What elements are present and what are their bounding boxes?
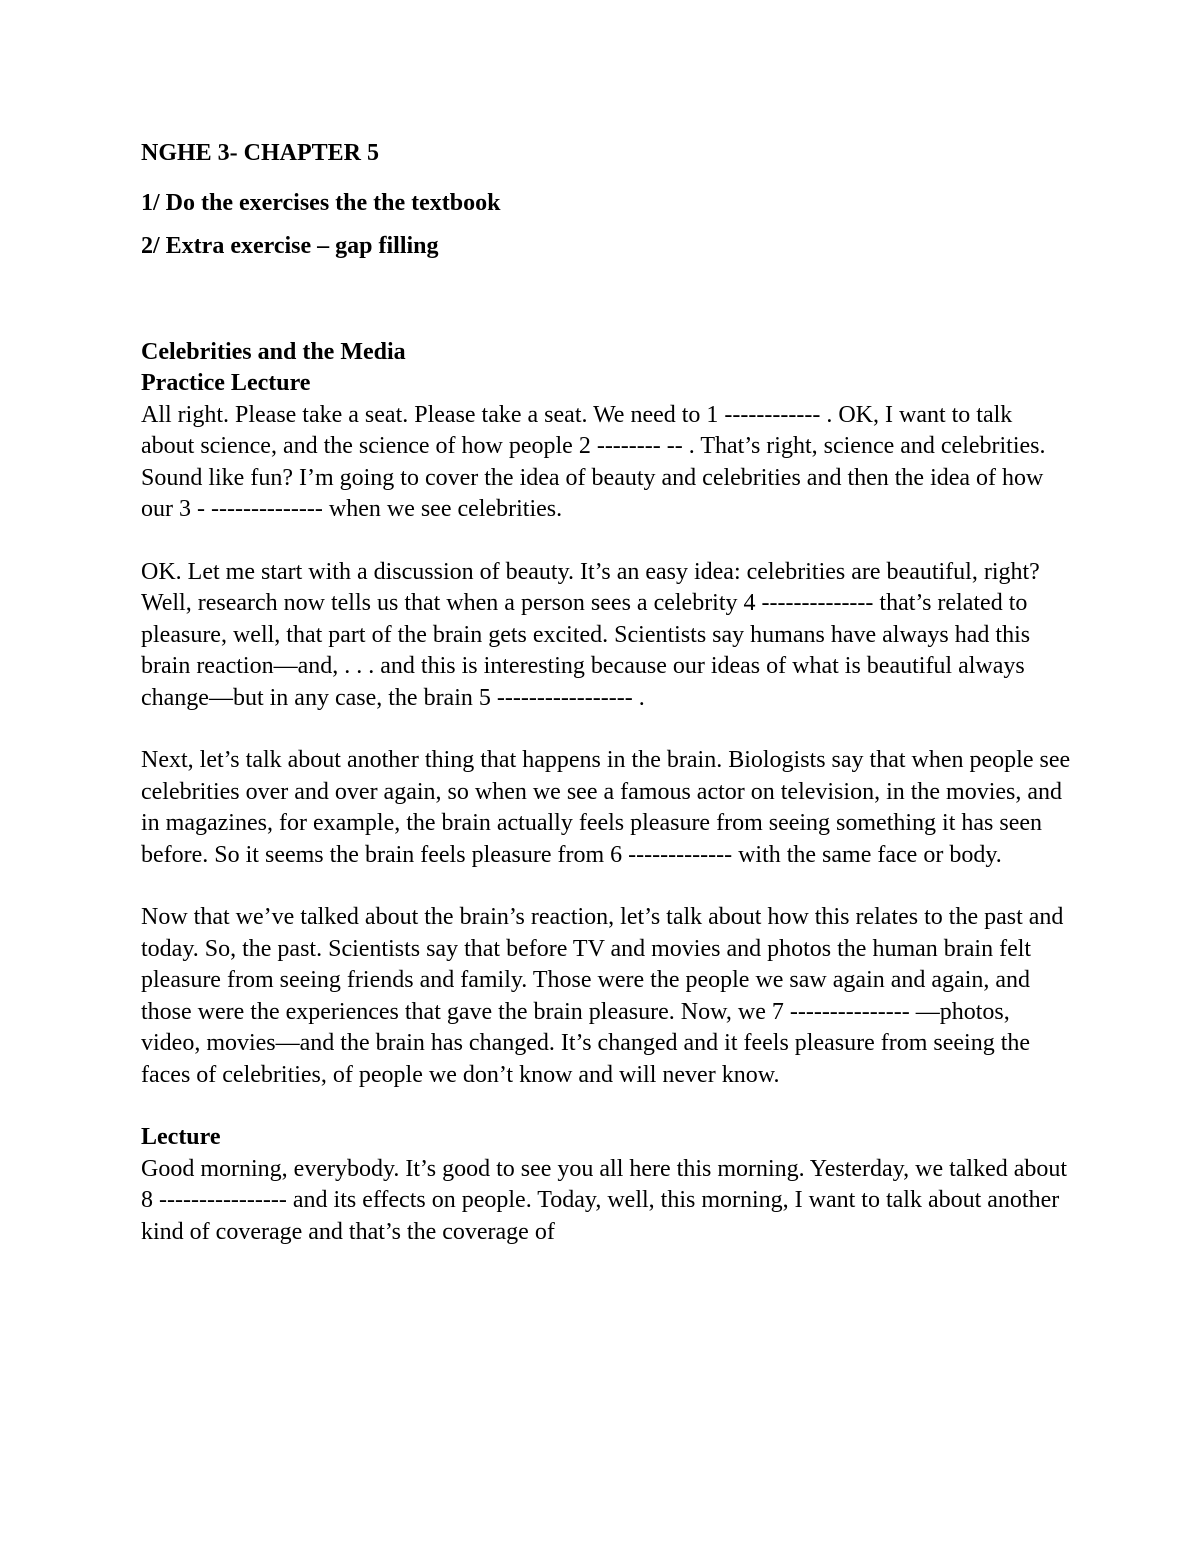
practice-paragraph-1: All right. Please take a seat. Please take a seat. We need to 1 ------------ . OK, I want to talk about science, and the science of how people 2 -------- -- . That’s right, science and celebrities. Sound like fun? I’m going to cover the idea of beauty and celebrities and then the idea of how our 3 - -------------- when we see celebrities. <box>141 401 1046 522</box>
document-title: NGHE 3- CHAPTER 5 <box>141 140 380 166</box>
task-1-heading: 1/ Do the exercises the the textbook <box>141 189 501 216</box>
practice-lecture-title: Practice Lecture <box>141 370 311 396</box>
practice-paragraph-2: OK. Let me start with a discussion of beauty. It’s an easy idea: celebrities are beautiful, right? Well, research now tells us that when a person sees a celebrity 4 -------------- that’s related to pleasure, well, that part of the brain gets excited. Scientists say humans have always had this brain reaction—and, . . . and this is interesting because our ideas of what is beautiful always change—but in any case, the brain 5 ----------------- . <box>141 558 1040 711</box>
practice-paragraph-4: Now that we’ve talked about the brain’s reaction, let’s talk about how this relates to the past and today. So, the past. Scientists say that before TV and movies and photos the human brain felt pleasure from seeing friends and family. Those were the people we saw again and again, and those were the experiences that gave the brain pleasure. Now, we 7 --------------- —photos, video, movies—and the brain has changed. It’s changed and it feels pleasure from seeing the faces of celebrities, of people we don’t know and will never know. <box>141 904 1064 1088</box>
section-title: Celebrities and the Media <box>141 338 406 365</box>
lecture-title: Lecture <box>141 1124 221 1150</box>
task-2-heading: 2/ Extra exercise – gap filling <box>141 233 439 259</box>
lecture-paragraph-1: Good morning, everybody. It’s good to see you all here this morning. Yesterday, we talked about 8 ---------------- and its effects on people. Today, well, this morning, I want to talk about another kind of coverage and that’s the coverage of <box>141 1155 1068 1245</box>
document-page <box>141 138 1071 1248</box>
practice-paragraph-3: Next, let’s talk about another thing that happens in the brain. Biologists say that when people see celebrities over and over again, so when we see a famous actor on television, in the movies, and in magazines, for example, the brain actually feels pleasure from seeing something it has seen before. So it seems the brain feels pleasure from 6 ------------- with the same face or body. <box>141 747 1071 868</box>
